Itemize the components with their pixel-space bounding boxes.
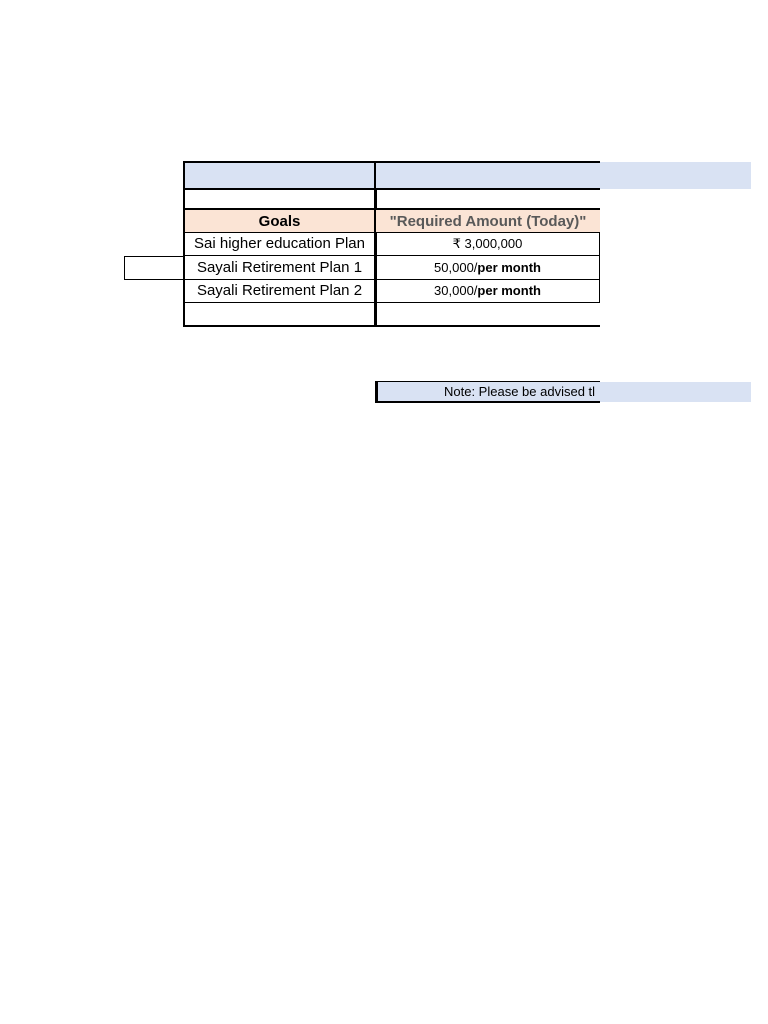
amount-value: 50,000/ xyxy=(434,260,478,275)
title-band-overflow xyxy=(600,162,751,189)
required-amount-column-header[interactable] xyxy=(376,208,600,233)
amount-value: ₹ 3,000,000 xyxy=(452,235,523,251)
trailing-empty-goal-cell[interactable] xyxy=(183,302,377,327)
note-cell[interactable] xyxy=(375,381,600,403)
amount-value: 30,000/ xyxy=(434,283,478,298)
goal-cell-row-3[interactable] xyxy=(183,279,377,303)
amount-cell-row-3[interactable] xyxy=(376,279,600,303)
goal-cell-row-2[interactable] xyxy=(183,256,377,280)
side-empty-cell[interactable] xyxy=(124,256,185,280)
title-band-right-cell[interactable] xyxy=(376,161,600,190)
title-band-left-cell[interactable] xyxy=(183,161,377,190)
required-amount-header-label: "Required Amount (Today)" xyxy=(389,212,587,230)
trailing-empty-amount-cell[interactable] xyxy=(376,302,600,327)
note-text: Note: Please be advised tl xyxy=(444,384,596,399)
goal-label: Sayali Retirement Plan 2 xyxy=(196,282,363,299)
goals-header-label: Goals xyxy=(258,212,301,230)
goal-label: Sayali Retirement Plan 1 xyxy=(196,259,363,276)
amount-unit: per month xyxy=(477,283,541,298)
amount-cell-row-1[interactable] xyxy=(376,232,600,256)
amount-cell-row-2[interactable] xyxy=(376,256,600,280)
empty-row-cell[interactable] xyxy=(183,189,377,209)
goal-cell-row-1[interactable] xyxy=(183,232,377,256)
goals-column-header[interactable] xyxy=(183,208,377,233)
goal-label: Sai higher education Plan xyxy=(194,235,365,252)
note-band-overflow xyxy=(600,382,751,402)
amount-unit: per month xyxy=(477,260,541,275)
